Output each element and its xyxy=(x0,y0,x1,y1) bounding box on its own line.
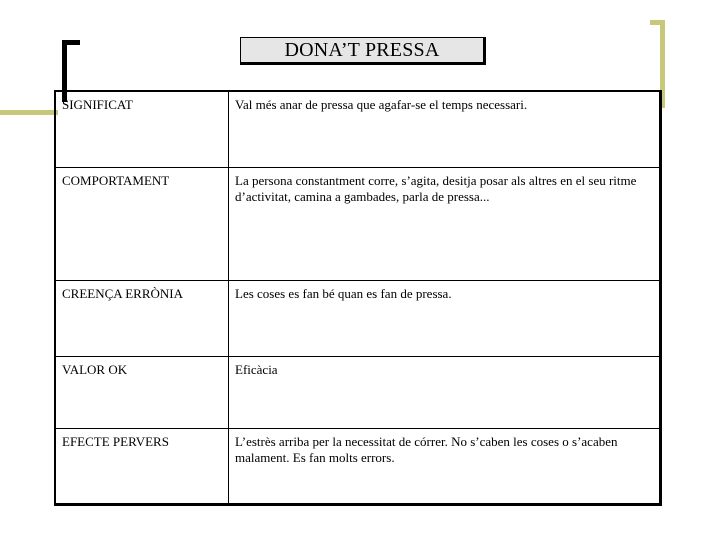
definition-table xyxy=(54,90,662,506)
row-label: SIGNIFICAT xyxy=(55,91,229,167)
table-row xyxy=(55,167,661,280)
row-label: CREENÇA ERRÒNIA xyxy=(55,280,229,356)
row-value: La persona constantment corre, s’agita, desitja posar als altres en el seu ritme d’activitat, camina a gambades, parla de pressa... xyxy=(229,167,661,280)
row-label: EFECTE PERVERS xyxy=(55,428,229,504)
table-row xyxy=(55,91,661,167)
table-row xyxy=(55,428,661,504)
row-value: L’estrès arriba per la necessitat de córrer. No s’caben les coses o s’acaben malament. Es fan molts errors. xyxy=(229,428,661,504)
accent-bar-left xyxy=(0,110,58,115)
right-bracket-top xyxy=(650,20,665,25)
left-bracket-top xyxy=(62,40,80,45)
row-value: Val més anar de pressa que agafar-se el temps necessari. xyxy=(229,91,661,167)
page-title: DONA’T PRESSA xyxy=(240,37,486,65)
table-row xyxy=(55,356,661,428)
row-value: Eficàcia xyxy=(229,356,661,428)
row-value: Les coses es fan bé quan es fan de pressa. xyxy=(229,280,661,356)
table-row xyxy=(55,280,661,356)
row-label: COMPORTAMENT xyxy=(55,167,229,280)
row-label: VALOR OK xyxy=(55,356,229,428)
